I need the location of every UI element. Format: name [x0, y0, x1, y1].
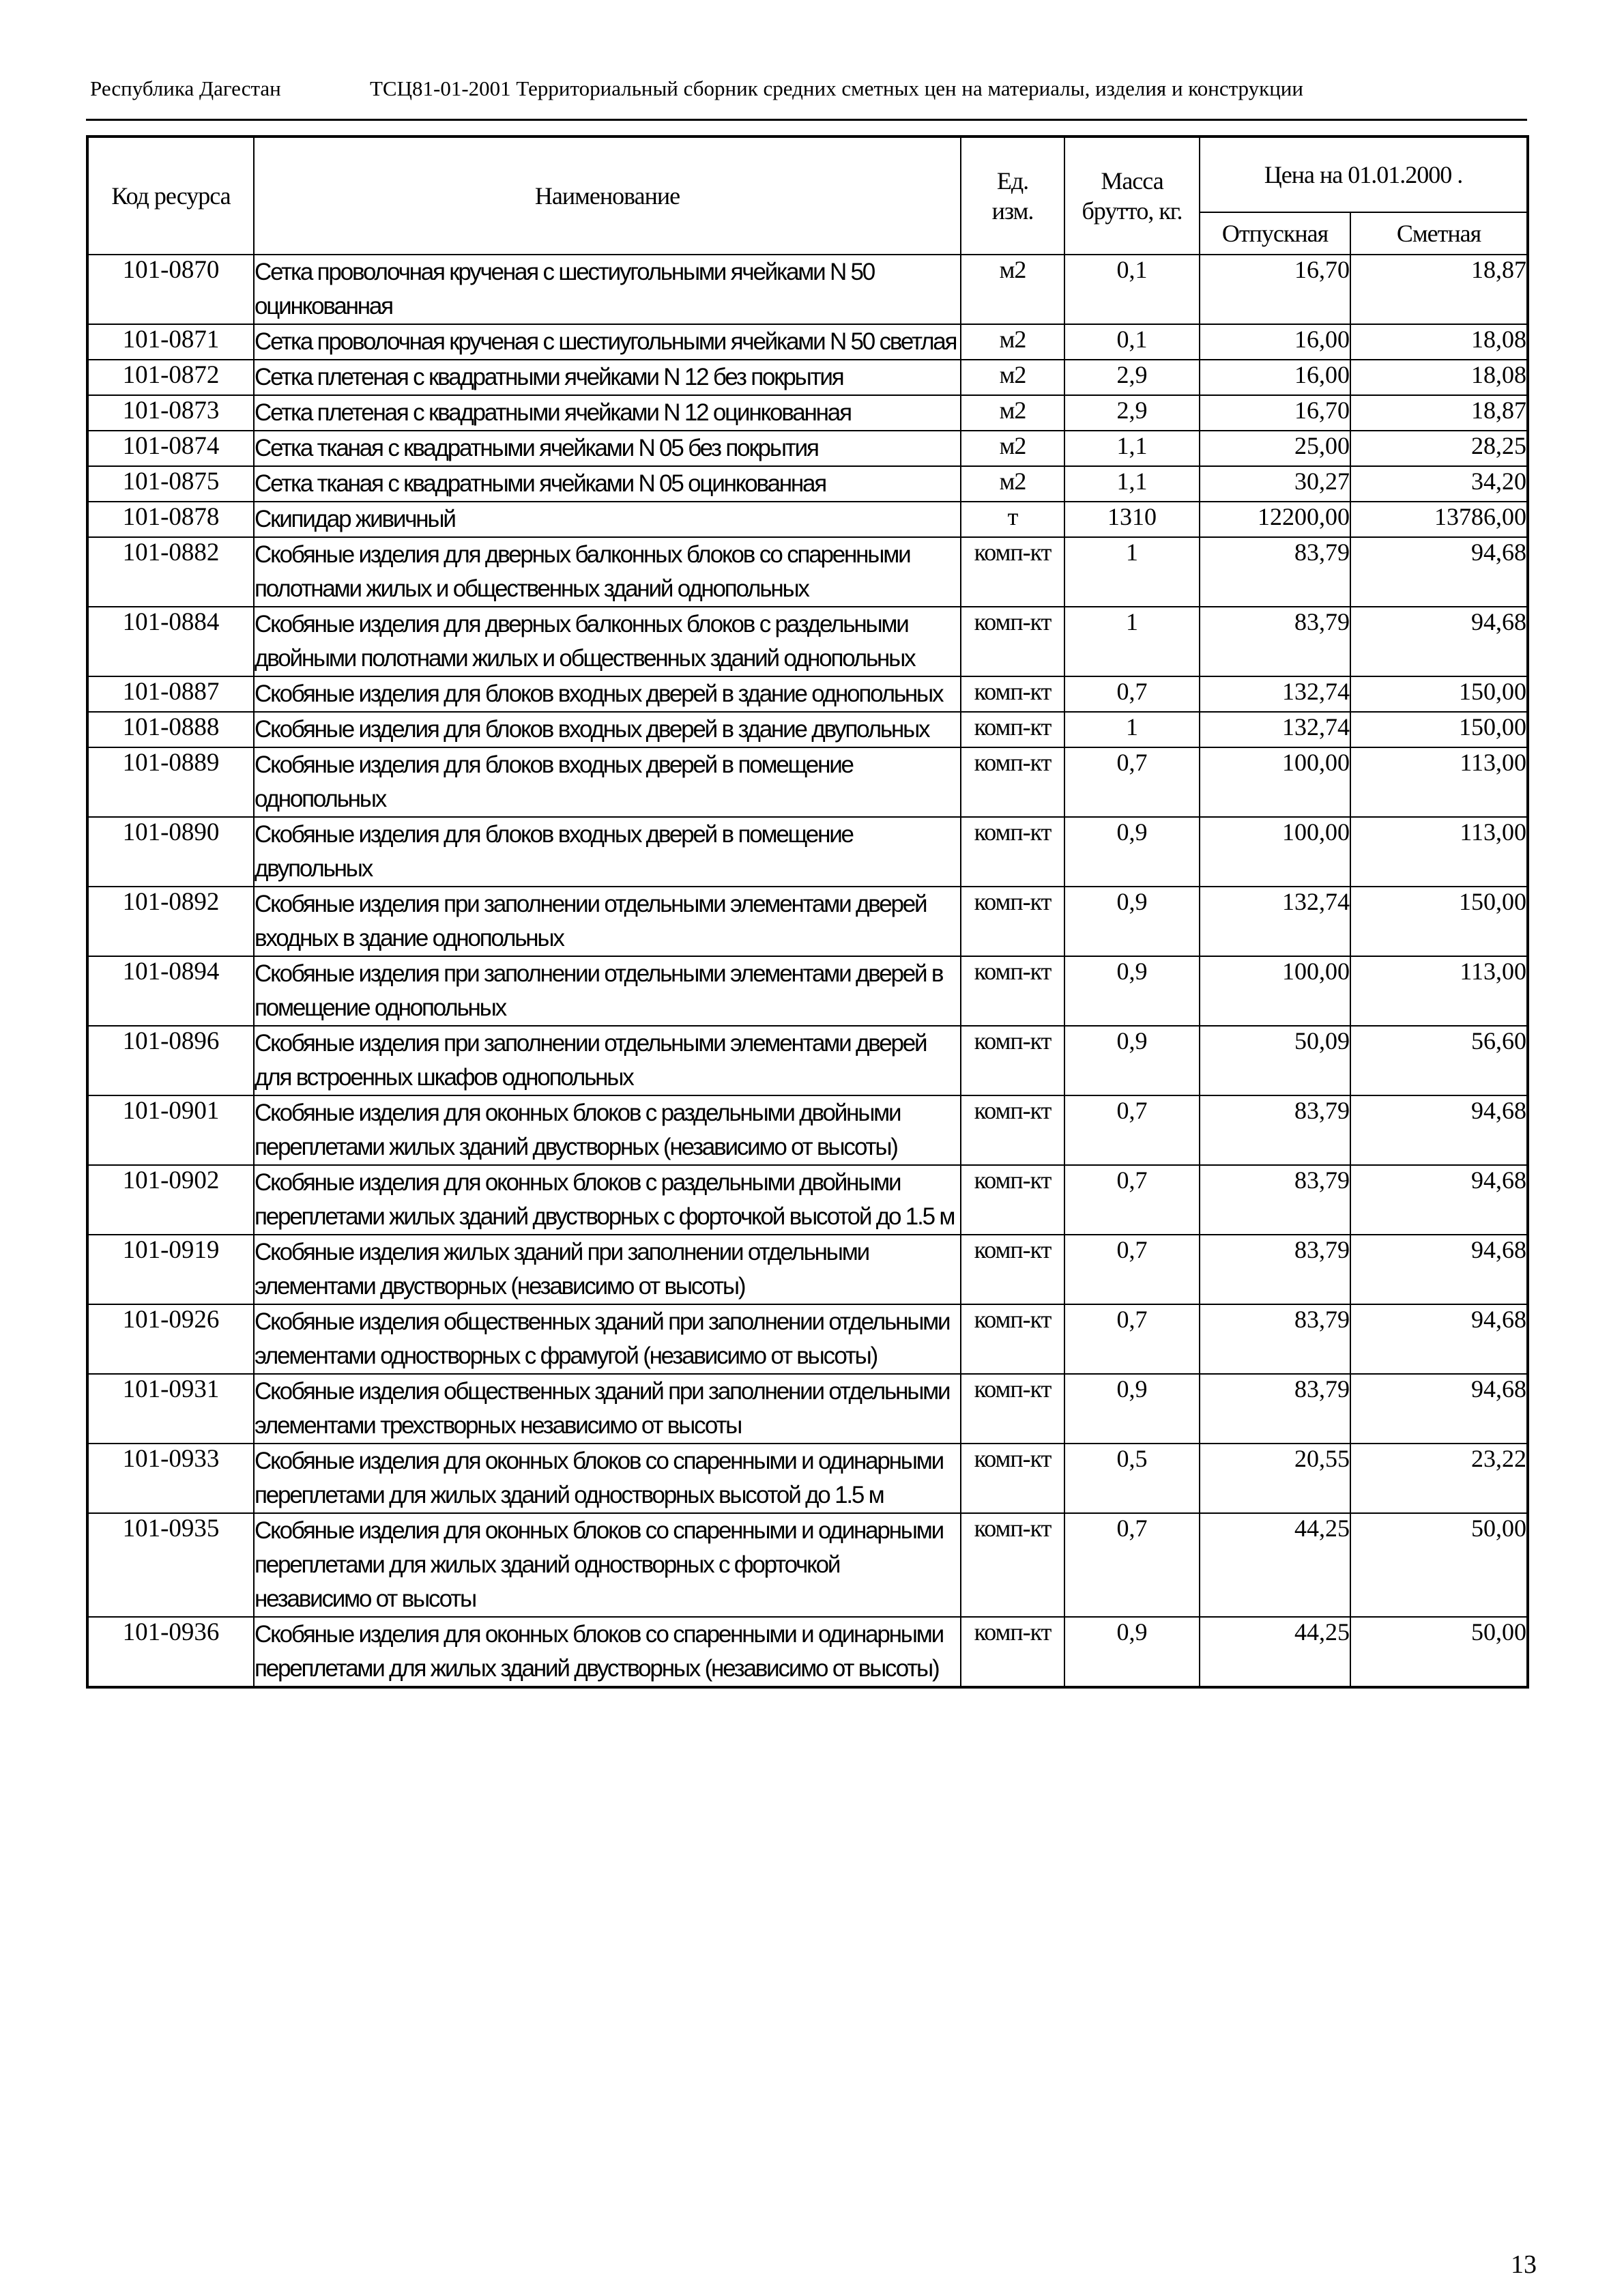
resource-name-cell: Скобяные изделия для оконных блоков с раздельными двойными переплетами жилых зданий двустворных с форточкой высотой до 1.5 м — [254, 1165, 961, 1235]
gross-mass-cell: 1 — [1064, 537, 1200, 607]
gross-mass-cell: 0,1 — [1064, 324, 1200, 360]
price-estimate-cell: 150,00 — [1350, 712, 1528, 747]
gross-mass-cell: 1 — [1064, 712, 1200, 747]
price-estimate-cell: 94,68 — [1350, 1304, 1528, 1374]
column-header-mass — [1064, 137, 1200, 255]
table-row — [87, 1617, 1528, 1687]
resource-code-cell: 101-0919 — [87, 1235, 254, 1304]
gross-mass-cell: 2,9 — [1064, 360, 1200, 395]
price-release-cell: 16,70 — [1200, 395, 1350, 431]
price-estimate-cell: 113,00 — [1350, 817, 1528, 887]
unit-of-measure-cell: м2 — [961, 431, 1064, 466]
page-number: 13 — [1511, 2250, 1537, 2279]
table-row — [87, 324, 1528, 360]
price-estimate-cell: 56,60 — [1350, 1026, 1528, 1095]
resource-code-cell: 101-0875 — [87, 466, 254, 502]
price-release-cell: 83,79 — [1200, 1235, 1350, 1304]
gross-mass-cell: 0,7 — [1064, 1095, 1200, 1165]
column-header-price-release: Отпускная — [1200, 212, 1350, 255]
price-release-cell: 132,74 — [1200, 676, 1350, 712]
price-release-cell: 25,00 — [1200, 431, 1350, 466]
gross-mass-cell: 2,9 — [1064, 395, 1200, 431]
table-row — [87, 360, 1528, 395]
resource-code-cell: 101-0873 — [87, 395, 254, 431]
resource-name-cell: Скобяные изделия для дверных балконных блоков с раздельными двойными полотнами жилых и общественных зданий однопольных — [254, 607, 961, 676]
resource-code-cell: 101-0872 — [87, 360, 254, 395]
table-row — [87, 1026, 1528, 1095]
resource-name-cell: Скобяные изделия для блоков входных дверей в здание двупольных — [254, 712, 961, 747]
gross-mass-cell: 1,1 — [1064, 466, 1200, 502]
gross-mass-cell: 0,9 — [1064, 1617, 1200, 1687]
unit-of-measure-cell: комп-кт — [961, 1444, 1064, 1513]
unit-of-measure-cell: комп-кт — [961, 747, 1064, 817]
table-row — [87, 502, 1528, 537]
column-header-unit-line2: изм. — [991, 197, 1034, 225]
price-release-cell: 44,25 — [1200, 1513, 1350, 1617]
price-release-cell: 16,00 — [1200, 360, 1350, 395]
gross-mass-cell: 0,7 — [1064, 1165, 1200, 1235]
gross-mass-cell: 0,9 — [1064, 956, 1200, 1026]
price-release-cell: 83,79 — [1200, 607, 1350, 676]
price-table — [86, 135, 1529, 1689]
unit-of-measure-cell: комп-кт — [961, 712, 1064, 747]
gross-mass-cell: 0,9 — [1064, 887, 1200, 956]
price-estimate-cell: 94,68 — [1350, 537, 1528, 607]
unit-of-measure-cell: комп-кт — [961, 607, 1064, 676]
table-row — [87, 395, 1528, 431]
table-row — [87, 1235, 1528, 1304]
resource-name-cell: Скобяные изделия при заполнении отдельными элементами дверей в помещение однопольных — [254, 956, 961, 1026]
price-estimate-cell: 94,68 — [1350, 1235, 1528, 1304]
resource-name-cell: Сетка тканая с квадратными ячейками N 05 без покрытия — [254, 431, 961, 466]
price-estimate-cell: 50,00 — [1350, 1617, 1528, 1687]
gross-mass-cell: 0,9 — [1064, 1026, 1200, 1095]
resource-name-cell: Скобяные изделия для оконных блоков с раздельными двойными переплетами жилых зданий двустворных (независимо от высоты) — [254, 1095, 961, 1165]
price-release-cell: 100,00 — [1200, 817, 1350, 887]
resource-code-cell: 101-0936 — [87, 1617, 254, 1687]
price-release-cell: 83,79 — [1200, 537, 1350, 607]
table-row — [87, 1444, 1528, 1513]
gross-mass-cell: 0,7 — [1064, 1235, 1200, 1304]
unit-of-measure-cell: комп-кт — [961, 1165, 1064, 1235]
header-region: Республика Дагестан — [90, 76, 281, 100]
table-row — [87, 466, 1528, 502]
price-release-cell: 44,25 — [1200, 1617, 1350, 1687]
price-release-cell: 100,00 — [1200, 747, 1350, 817]
unit-of-measure-cell: комп-кт — [961, 887, 1064, 956]
table-row — [87, 1095, 1528, 1165]
price-release-cell: 30,27 — [1200, 466, 1350, 502]
table-row — [87, 817, 1528, 887]
price-estimate-cell: 113,00 — [1350, 747, 1528, 817]
resource-code-cell: 101-0894 — [87, 956, 254, 1026]
price-release-cell: 16,70 — [1200, 255, 1350, 324]
resource-name-cell: Скобяные изделия жилых зданий при заполнении отдельными элементами двустворных (независимо от высоты) — [254, 1235, 961, 1304]
gross-mass-cell: 0,9 — [1064, 1374, 1200, 1444]
column-header-code: Код ресурса — [87, 137, 254, 255]
resource-code-cell: 101-0902 — [87, 1165, 254, 1235]
resource-name-cell: Сетка проволочная крученая с шестиугольными ячейками N 50 оцинкованная — [254, 255, 961, 324]
table-row — [87, 712, 1528, 747]
resource-code-cell: 101-0878 — [87, 502, 254, 537]
unit-of-measure-cell: комп-кт — [961, 1617, 1064, 1687]
resource-code-cell: 101-0874 — [87, 431, 254, 466]
price-estimate-cell: 18,87 — [1350, 255, 1528, 324]
resource-code-cell: 101-0889 — [87, 747, 254, 817]
price-estimate-cell: 50,00 — [1350, 1513, 1528, 1617]
unit-of-measure-cell: т — [961, 502, 1064, 537]
resource-name-cell: Скобяные изделия общественных зданий при заполнении отдельными элементами одностворных с фрамугой (независимо от высоты) — [254, 1304, 961, 1374]
table-row — [87, 431, 1528, 466]
price-estimate-cell: 94,68 — [1350, 1165, 1528, 1235]
gross-mass-cell: 0,7 — [1064, 747, 1200, 817]
resource-code-cell: 101-0892 — [87, 887, 254, 956]
gross-mass-cell: 1 — [1064, 607, 1200, 676]
price-estimate-cell: 18,87 — [1350, 395, 1528, 431]
unit-of-measure-cell: комп-кт — [961, 1235, 1064, 1304]
resource-code-cell: 101-0935 — [87, 1513, 254, 1617]
resource-name-cell: Скобяные изделия для блоков входных дверей в помещение однопольных — [254, 747, 961, 817]
price-estimate-cell: 94,68 — [1350, 607, 1528, 676]
unit-of-measure-cell: комп-кт — [961, 1304, 1064, 1374]
gross-mass-cell: 1310 — [1064, 502, 1200, 537]
resource-code-cell: 101-0884 — [87, 607, 254, 676]
column-header-mass-line2: брутто, кг. — [1082, 197, 1183, 225]
unit-of-measure-cell: комп-кт — [961, 956, 1064, 1026]
price-estimate-cell: 34,20 — [1350, 466, 1528, 502]
table-row — [87, 1165, 1528, 1235]
price-estimate-cell: 18,08 — [1350, 324, 1528, 360]
price-release-cell: 20,55 — [1200, 1444, 1350, 1513]
resource-name-cell: Скобяные изделия для оконных блоков со спаренными и одинарными переплетами для жилых зданий одностворных с форточкой независимо от высоты — [254, 1513, 961, 1617]
unit-of-measure-cell: комп-кт — [961, 1513, 1064, 1617]
gross-mass-cell: 1,1 — [1064, 431, 1200, 466]
unit-of-measure-cell: комп-кт — [961, 676, 1064, 712]
table-row — [87, 1374, 1528, 1444]
price-release-cell: 83,79 — [1200, 1165, 1350, 1235]
table-row — [87, 676, 1528, 712]
gross-mass-cell: 0,7 — [1064, 1513, 1200, 1617]
table-row — [87, 1513, 1528, 1617]
gross-mass-cell: 0,5 — [1064, 1444, 1200, 1513]
resource-name-cell: Скобяные изделия для блоков входных дверей в помещение двупольных — [254, 817, 961, 887]
resource-code-cell: 101-0901 — [87, 1095, 254, 1165]
resource-code-cell: 101-0887 — [87, 676, 254, 712]
price-release-cell: 16,00 — [1200, 324, 1350, 360]
resource-code-cell: 101-0926 — [87, 1304, 254, 1374]
price-estimate-cell: 94,68 — [1350, 1095, 1528, 1165]
table-row — [87, 1304, 1528, 1374]
unit-of-measure-cell: м2 — [961, 466, 1064, 502]
price-release-cell: 12200,00 — [1200, 502, 1350, 537]
gross-mass-cell: 0,7 — [1064, 1304, 1200, 1374]
resource-name-cell: Сетка проволочная крученая с шестиугольными ячейками N 50 светлая — [254, 324, 961, 360]
price-release-cell: 83,79 — [1200, 1095, 1350, 1165]
price-estimate-cell: 113,00 — [1350, 956, 1528, 1026]
resource-code-cell: 101-0871 — [87, 324, 254, 360]
resource-name-cell: Скобяные изделия при заполнении отдельными элементами дверей входных в здание однопольных — [254, 887, 961, 956]
table-row — [87, 956, 1528, 1026]
column-header-price-estimate: Сметная — [1350, 212, 1528, 255]
table-row — [87, 537, 1528, 607]
unit-of-measure-cell: комп-кт — [961, 537, 1064, 607]
gross-mass-cell: 0,1 — [1064, 255, 1200, 324]
unit-of-measure-cell: м2 — [961, 324, 1064, 360]
table-row — [87, 747, 1528, 817]
resource-name-cell: Скобяные изделия общественных зданий при заполнении отдельными элементами трехстворных независимо от высоты — [254, 1374, 961, 1444]
price-estimate-cell: 94,68 — [1350, 1374, 1528, 1444]
unit-of-measure-cell: комп-кт — [961, 1095, 1064, 1165]
unit-of-measure-cell: комп-кт — [961, 817, 1064, 887]
column-header-unit-line1: Ед. — [996, 167, 1029, 195]
resource-name-cell: Скобяные изделия при заполнении отдельными элементами дверей для встроенных шкафов однопольных — [254, 1026, 961, 1095]
column-header-unit — [961, 137, 1064, 255]
resource-name-cell: Сетка тканая с квадратными ячейками N 05 оцинкованная — [254, 466, 961, 502]
header-title: ТСЦ81-01-2001 Территориальный сборник средних сметных цен на материалы, изделия и конструкции — [370, 76, 1303, 100]
table-row — [87, 607, 1528, 676]
gross-mass-cell: 0,9 — [1064, 817, 1200, 887]
price-release-cell: 50,09 — [1200, 1026, 1350, 1095]
resource-name-cell: Скобяные изделия для блоков входных дверей в здание однопольных — [254, 676, 961, 712]
price-estimate-cell: 150,00 — [1350, 676, 1528, 712]
table-row — [87, 887, 1528, 956]
resource-name-cell: Скобяные изделия для дверных балконных блоков со спаренными полотнами жилых и общественных зданий однопольных — [254, 537, 961, 607]
price-release-cell: 100,00 — [1200, 956, 1350, 1026]
table-row — [87, 255, 1528, 324]
resource-name-cell: Скипидар живичный — [254, 502, 961, 537]
resource-name-cell: Сетка плетеная с квадратными ячейками N 12 без покрытия — [254, 360, 961, 395]
resource-code-cell: 101-0870 — [87, 255, 254, 324]
column-header-mass-line1: Масса — [1101, 167, 1163, 195]
price-estimate-cell: 150,00 — [1350, 887, 1528, 956]
gross-mass-cell: 0,7 — [1064, 676, 1200, 712]
resource-code-cell: 101-0931 — [87, 1374, 254, 1444]
unit-of-measure-cell: комп-кт — [961, 1026, 1064, 1095]
unit-of-measure-cell: комп-кт — [961, 1374, 1064, 1444]
resource-code-cell: 101-0896 — [87, 1026, 254, 1095]
price-estimate-cell: 23,22 — [1350, 1444, 1528, 1513]
price-estimate-cell: 18,08 — [1350, 360, 1528, 395]
resource-code-cell: 101-0882 — [87, 537, 254, 607]
header-rule — [86, 119, 1527, 121]
unit-of-measure-cell: м2 — [961, 395, 1064, 431]
resource-name-cell: Сетка плетеная с квадратными ячейками N 12 оцинкованная — [254, 395, 961, 431]
resource-name-cell: Скобяные изделия для оконных блоков со спаренными и одинарными переплетами для жилых зданий одностворных высотой до 1.5 м — [254, 1444, 961, 1513]
column-header-name: Наименование — [254, 137, 961, 255]
resource-code-cell: 101-0888 — [87, 712, 254, 747]
resource-code-cell: 101-0933 — [87, 1444, 254, 1513]
price-release-cell: 132,74 — [1200, 712, 1350, 747]
resource-code-cell: 101-0890 — [87, 817, 254, 887]
column-header-price-group: Цена на 01.01.2000 . — [1200, 137, 1528, 212]
price-release-cell: 132,74 — [1200, 887, 1350, 956]
resource-name-cell: Скобяные изделия для оконных блоков со спаренными и одинарными переплетами для жилых зданий двустворных (независимо от высоты) — [254, 1617, 961, 1687]
price-estimate-cell: 13786,00 — [1350, 502, 1528, 537]
price-release-cell: 83,79 — [1200, 1304, 1350, 1374]
price-release-cell: 83,79 — [1200, 1374, 1350, 1444]
price-estimate-cell: 28,25 — [1350, 431, 1528, 466]
unit-of-measure-cell: м2 — [961, 255, 1064, 324]
unit-of-measure-cell: м2 — [961, 360, 1064, 395]
